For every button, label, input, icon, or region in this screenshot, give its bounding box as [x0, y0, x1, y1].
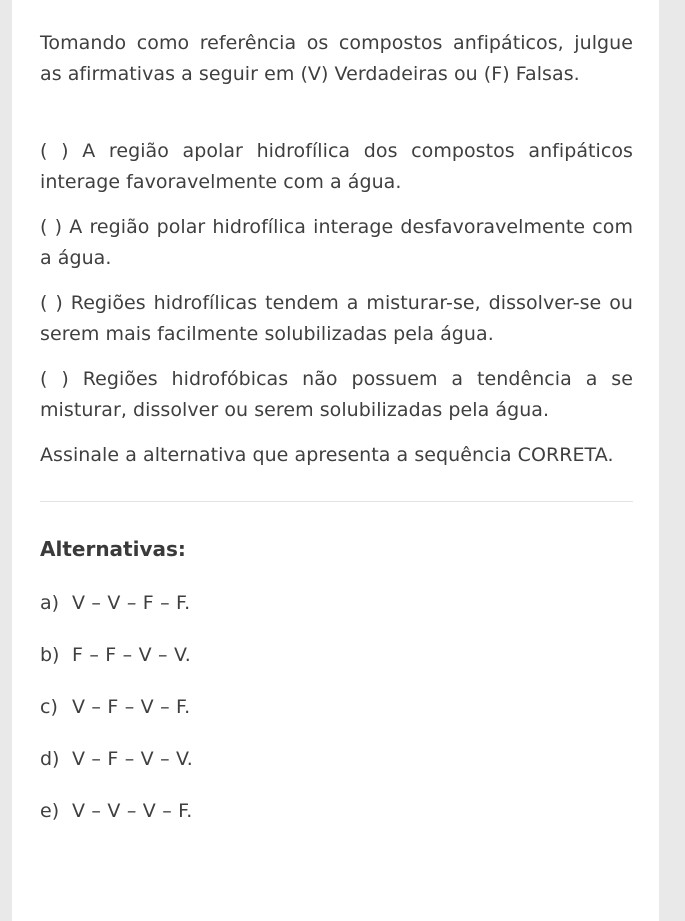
statement-3: ( ) Regiões hidrofílicas tendem a misturar-se, dissolver-se ou serem mais facilmente solubilizadas pela água.: [40, 292, 633, 345]
question-card: [12, 0, 659, 921]
section-divider: [40, 501, 633, 502]
alternative-letter: a): [40, 592, 60, 614]
alternative-d[interactable]: [40, 744, 633, 774]
alternatives-title: Alternativas:: [40, 537, 186, 561]
alternative-letter: d): [40, 748, 60, 770]
alternative-text: V – V – V – F.: [72, 800, 193, 822]
statement-2: ( ) A região polar hidrofílica interage desfavoravelmente com a água.: [40, 216, 633, 269]
alternative-text: V – V – F – F.: [72, 592, 191, 614]
alternative-text: V – F – V – F.: [72, 696, 191, 718]
alternative-text: V – F – V – V.: [72, 748, 194, 770]
alternative-e[interactable]: [40, 796, 633, 826]
alternative-letter: b): [40, 644, 60, 666]
alternative-letter: c): [40, 696, 58, 718]
statement-4: ( ) Regiões hidrofóbicas não possuem a tendência a se misturar, dissolver ou serem solubilizadas pela água.: [40, 368, 633, 421]
alternative-c[interactable]: [40, 692, 633, 722]
question-intro: Tomando como referência os compostos anfipáticos, julgue as afirmativas a seguir em (V) Verdadeiras ou (F) Falsas.: [40, 32, 633, 85]
statement-1: ( ) A região apolar hidrofílica dos compostos anfipáticos interage favoravelmente com a água.: [40, 140, 633, 193]
alternative-text: F – F – V – V.: [72, 644, 191, 666]
alternative-a[interactable]: [40, 588, 633, 618]
alternative-letter: e): [40, 800, 60, 822]
alternatives-list: [40, 588, 633, 826]
alternative-b[interactable]: [40, 640, 633, 670]
question-instruction: Assinale a alternativa que apresenta a sequência CORRETA.: [40, 444, 614, 466]
